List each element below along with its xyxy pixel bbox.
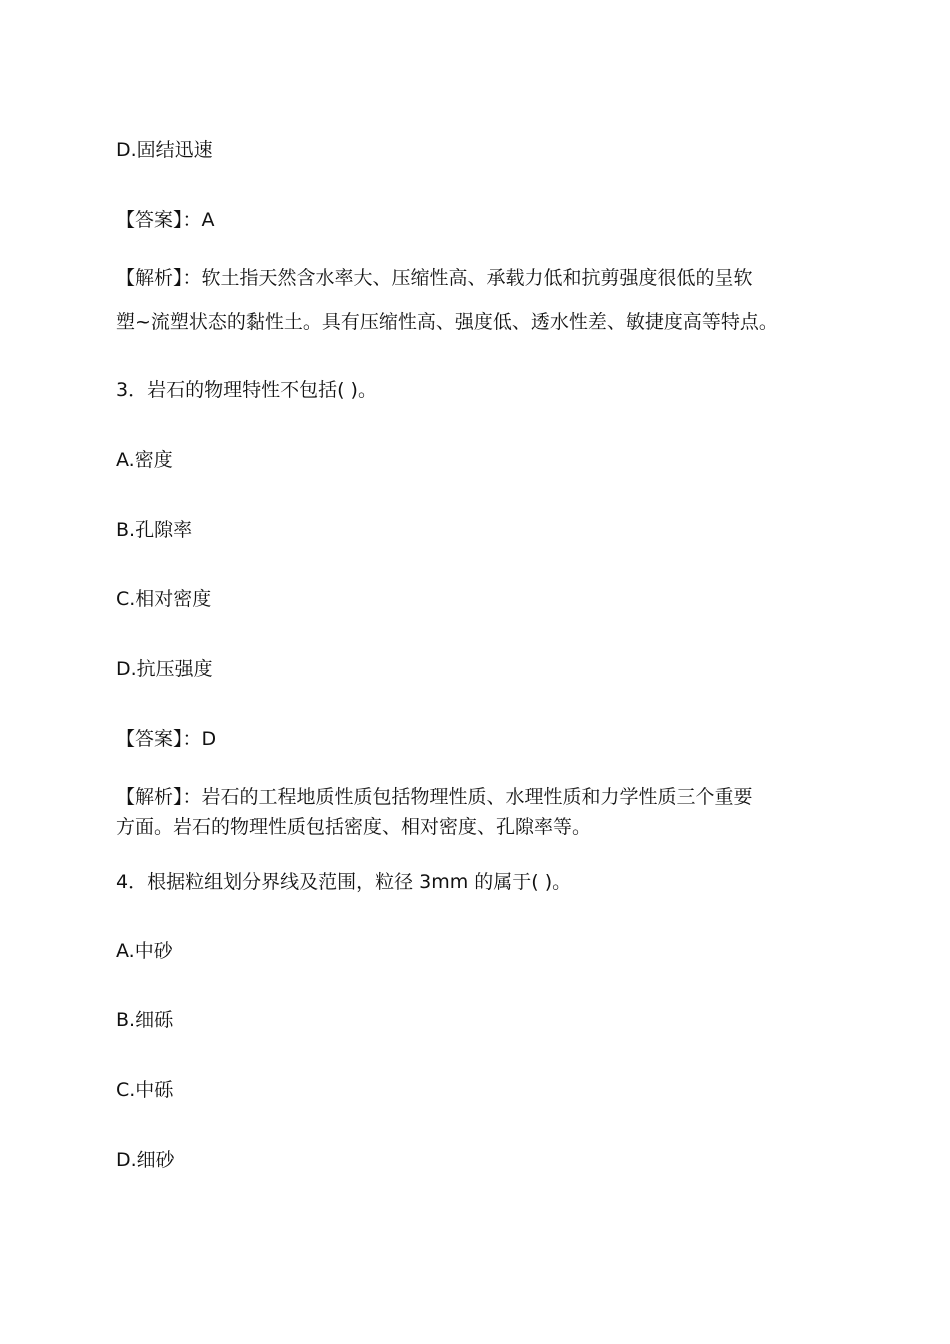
q4-option-b: B.细砾 (116, 1009, 174, 1031)
answer-value: A (201, 209, 215, 231)
q3-question: 3．岩石的物理特性不包括( )。 (116, 379, 377, 401)
q3-option-c: C.相对密度 (116, 588, 212, 610)
answer-tag: 【答案】： (116, 209, 202, 231)
q2-option-d: D.固结迅速 (116, 139, 213, 161)
q3-option-d: D.抗压强度 (116, 658, 213, 680)
q3-analysis-line1 (116, 781, 836, 813)
q4-option-c: C.中砾 (116, 1079, 174, 1101)
q3-answer (116, 723, 836, 755)
q2-answer (116, 204, 836, 236)
analysis-tag: 【解析】： (116, 786, 202, 808)
answer-value: D (201, 728, 217, 750)
q3-option-b: B.孔隙率 (116, 519, 193, 541)
analysis-tag: 【解析】： (116, 267, 202, 289)
q3-option-a: A.密度 (116, 449, 173, 471)
analysis-text: 岩石的工程地质性质包括物理性质、水理性质和力学性质三个重要 (201, 786, 753, 808)
q2-analysis-line2: 塑~流塑状态的黏性土。具有压缩性高、强度低、透水性差、敏捷度高等特点。 (116, 311, 778, 333)
q2-analysis-line1 (116, 262, 836, 294)
analysis-text: 软土指天然含水率大、压缩性高、承载力低和抗剪强度很低的呈软 (201, 267, 753, 289)
q4-question: 4．根据粒组划分界线及范围，粒径 3mm 的属于( )。 (116, 871, 572, 893)
q3-analysis-line2: 方面。岩石的物理性质包括密度、相对密度、孔隙率等。 (116, 816, 592, 838)
q4-option-a: A.中砂 (116, 940, 173, 962)
q4-option-d: D.细砂 (116, 1149, 175, 1171)
answer-tag: 【答案】： (116, 728, 202, 750)
